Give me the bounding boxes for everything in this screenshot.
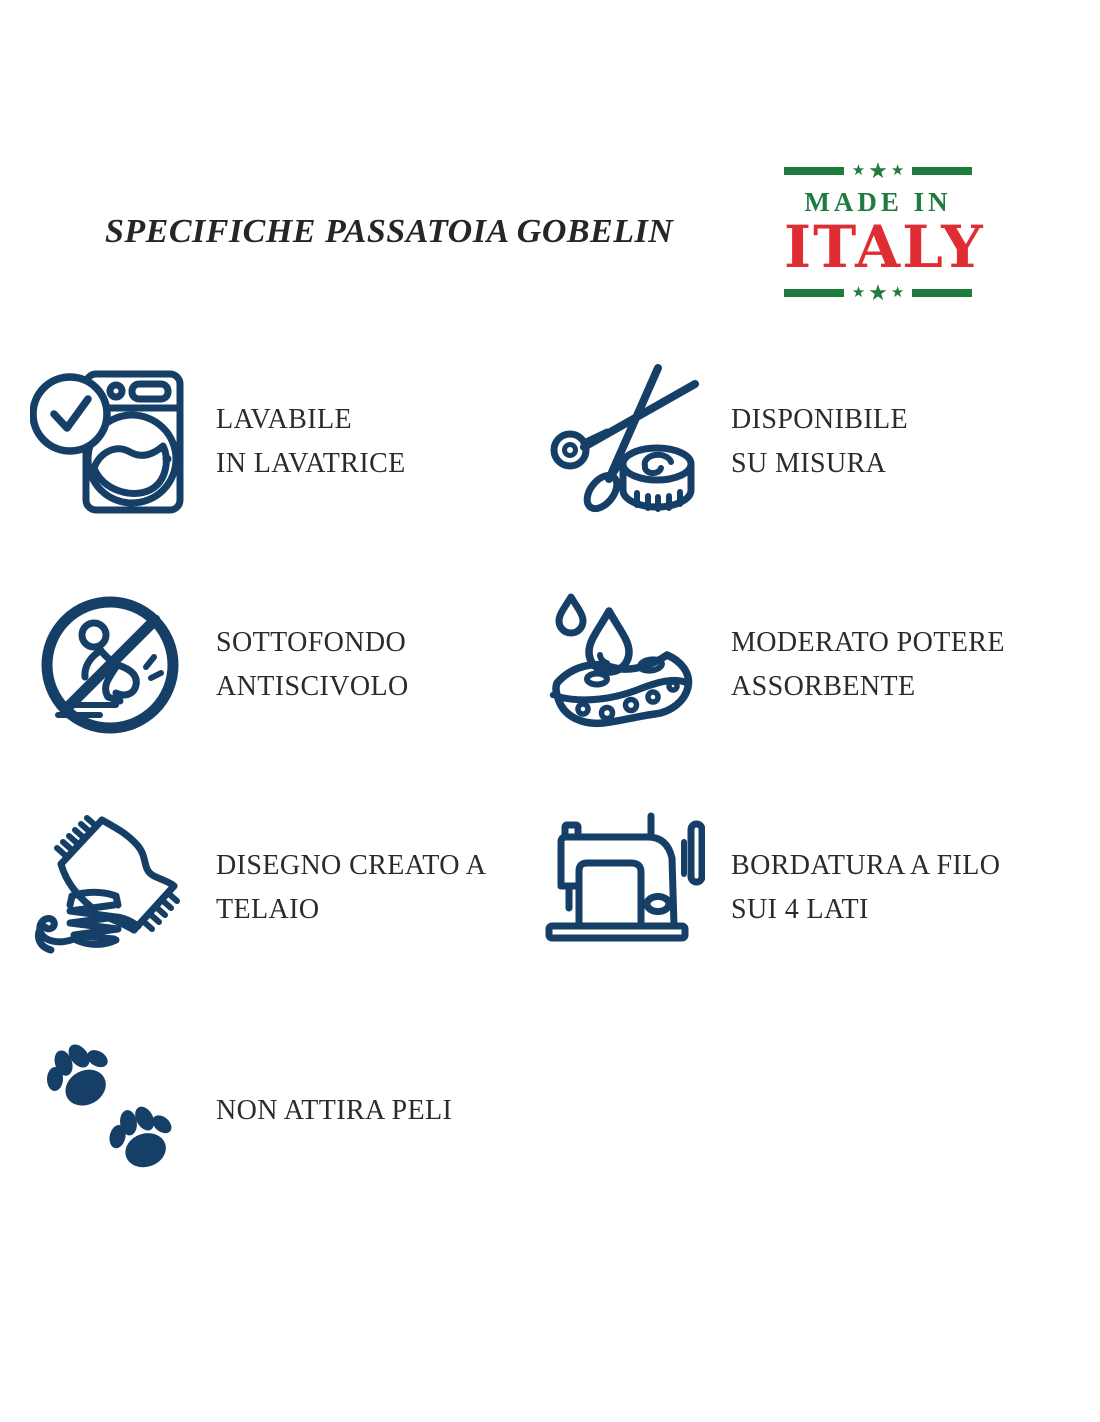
feature-hemmed-edges [545, 808, 1090, 968]
badge-italy-text: ITALY [784, 213, 985, 282]
badge-bar-left [784, 167, 844, 175]
badge-made-in-text: MADE IN [804, 187, 952, 217]
page-title: SPECIFICHE PASSATOIA GOBELIN [105, 213, 674, 251]
sewing-machine-icon [545, 808, 705, 968]
badge-stars-top [852, 160, 905, 182]
star-icon: ★ [851, 162, 866, 179]
feature-loom-design [30, 808, 545, 968]
paw-prints-icon [30, 1031, 190, 1191]
scissors-tape-icon [545, 362, 705, 522]
feature-label: NON ATTIRA PELI [216, 1094, 453, 1126]
badge-bottom-ornament [784, 280, 972, 306]
feature-absorbent [545, 585, 1090, 745]
feature-anti-slip [30, 585, 545, 745]
badge-bar-right [912, 289, 972, 297]
feature-no-pet-hair [30, 1031, 545, 1191]
no-slip-icon [30, 585, 190, 745]
feature-label: LAVABILE IN LAVATRICE [216, 403, 406, 479]
star-icon: ★ [890, 162, 905, 179]
feature-label: DISEGNO CREATO A TELAIO [216, 849, 487, 925]
star-icon: ★ [868, 280, 888, 306]
feature-label: BORDATURA A FILO SUI 4 LATI [731, 849, 1001, 925]
washing-machine-check-icon [30, 362, 190, 522]
star-icon: ★ [868, 158, 888, 183]
sponge-drops-icon [545, 585, 705, 745]
header [0, 0, 1100, 306]
loom-rug-icon [30, 808, 190, 968]
feature-label: MODERATO POTERE ASSORBENTE [731, 626, 1005, 702]
badge-stars-bottom [852, 282, 905, 304]
badge-top-ornament [784, 158, 972, 184]
star-icon: ★ [851, 284, 866, 301]
feature-washable [30, 362, 545, 522]
badge-bar-right [912, 167, 972, 175]
feature-list [0, 330, 1100, 1222]
feature-label: DISPONIBILE SU MISURA [731, 403, 909, 479]
feature-label: SOTTOFONDO ANTISCIVOLO [216, 626, 409, 702]
star-icon: ★ [890, 284, 905, 301]
badge-bar-left [784, 289, 844, 297]
feature-custom-size [545, 362, 1090, 522]
made-in-italy-badge [784, 158, 985, 306]
